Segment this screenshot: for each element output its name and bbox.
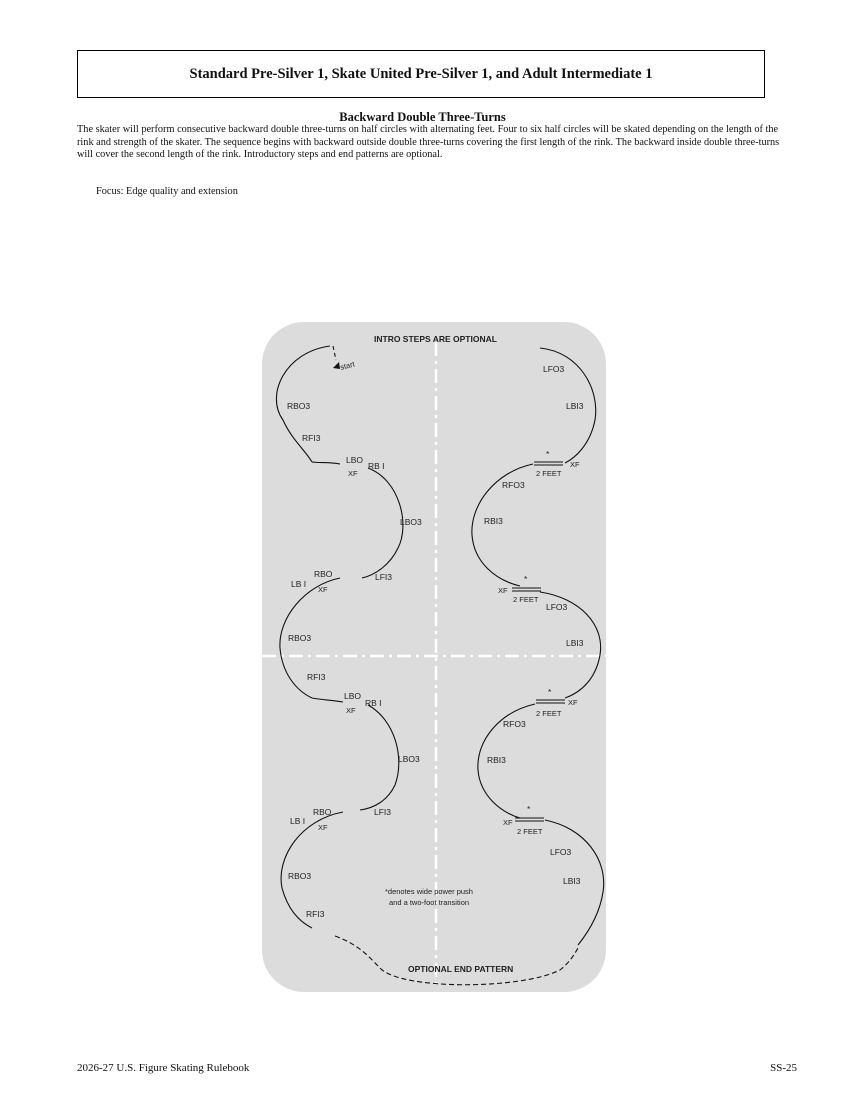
focus-text: Focus: Edge quality and extension	[96, 186, 238, 197]
left-label-5: LBO3	[400, 517, 422, 527]
right-label-20: LFO3	[550, 847, 572, 857]
left-label-0: RBO3	[287, 401, 311, 411]
right-label-4: XF	[570, 460, 580, 469]
left-label-14: XF	[346, 706, 356, 715]
left-label-2: LBO	[346, 455, 364, 465]
start-label: start	[339, 359, 356, 372]
intro-label: INTRO STEPS ARE OPTIONAL	[374, 334, 497, 344]
left-label-12: LBO	[344, 691, 362, 701]
footer-rulebook: 2026-27 U.S. Figure Skating Rulebook	[77, 1062, 250, 1074]
left-label-19: LFI3	[374, 807, 392, 817]
left-label-10: RBO3	[288, 633, 312, 643]
left-label-16: RBO	[313, 807, 332, 817]
right-label-10: LFO3	[546, 602, 568, 612]
right-label-5: RFO3	[502, 480, 525, 490]
left-label-20: RBO3	[288, 871, 312, 881]
left-label-7: LB I	[291, 579, 307, 589]
right-label-16: RBI3	[487, 755, 506, 765]
right-label-9: 2 FEET	[513, 595, 539, 604]
left-label-17: LB I	[290, 816, 306, 826]
left-label-3: RB I	[368, 461, 385, 471]
footer-page-number: SS-25	[770, 1062, 797, 1074]
left-label-21: RFI3	[306, 909, 325, 919]
right-label-2: *	[546, 449, 550, 459]
right-label-0: LFO3	[543, 364, 565, 374]
right-label-21: LBI3	[563, 876, 581, 886]
right-label-1: LBI3	[566, 401, 584, 411]
right-label-13: 2 FEET	[536, 709, 562, 718]
section-description: The skater will perform consecutive backward double three-turns on half circles with alternating feet. Four to six half circles will be skated depending on the length of the rink and strength of the skater. The sequence begins with backward outside double three-turns covering the first length of the rink. The backward inside double three-turns will cover the second length of the rink. Introductory steps and end patterns are optional.	[77, 124, 780, 160]
right-label-8: XF	[498, 586, 508, 595]
right-label-19: 2 FEET	[517, 827, 543, 836]
right-label-17: *	[527, 804, 531, 814]
section-title: Backward Double Three-Turns	[339, 110, 506, 124]
right-label-6: RBI3	[484, 516, 503, 526]
right-label-12: *	[548, 687, 552, 697]
note-line-2: and a two-foot transition	[389, 898, 470, 907]
left-label-1: RFI3	[302, 433, 321, 443]
left-label-6: RBO	[314, 569, 333, 579]
note-line-1: *denotes wide power push	[385, 887, 473, 896]
left-label-15: LBO3	[398, 754, 420, 764]
right-label-11: LBI3	[566, 638, 584, 648]
right-label-15: RFO3	[503, 719, 526, 729]
right-label-14: XF	[568, 698, 578, 707]
left-label-9: LFI3	[375, 572, 393, 582]
left-label-13: RB I	[365, 698, 382, 708]
right-label-7: *	[524, 574, 528, 584]
right-label-3: 2 FEET	[536, 469, 562, 478]
right-label-18: XF	[503, 818, 513, 827]
left-label-4: XF	[348, 469, 358, 478]
left-label-11: RFI3	[307, 672, 326, 682]
left-label-8: XF	[318, 585, 328, 594]
standard-title: Standard Pre-Silver 1, Skate United Pre-Silver 1, and Adult Intermediate 1	[189, 65, 653, 82]
end-pattern-label: OPTIONAL END PATTERN	[408, 964, 514, 974]
left-label-18: XF	[318, 823, 328, 832]
